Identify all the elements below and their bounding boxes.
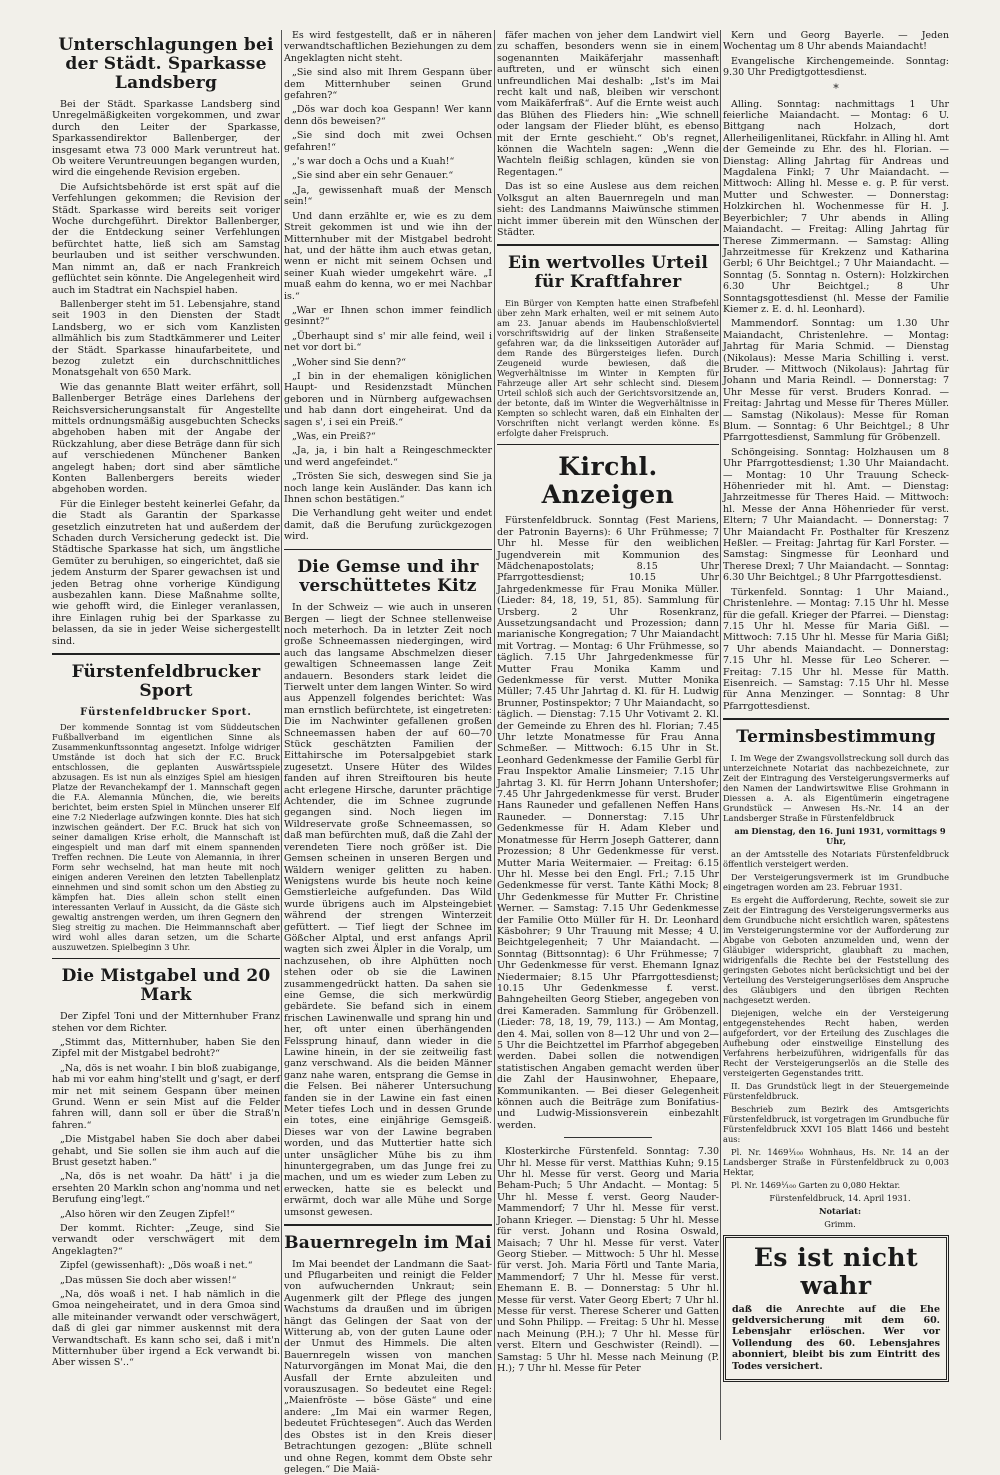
column-rule <box>720 30 721 1440</box>
paragraph: „Das müssen Sie doch aber wissen!“ <box>60 1274 237 1286</box>
paragraph: Diejenigen, welche ein der Versteigerung entgegenstehendes Recht haben, werden aufgefordert, vor der Erteilung des Zuschlages die Aufhebung oder einstweilige Einstellung des Verfahrens herbeizuführen, widrigenfalls für das Recht der Versteigerungserlös an die Stelle des versteigerten Gegenstandes tritt. <box>723 1007 949 1078</box>
paragraph: Grimm. <box>824 1218 856 1229</box>
paragraph: „I bin in der ehemaligen königlichen Haupt- und Residenzstadt München geboren und in Nürnberg aufgewachsen und hab dann dort eingeheirat. Und da sagen s', i sei ein Preiß.“ <box>284 370 492 428</box>
article-mistgabel <box>52 967 280 1369</box>
paragraph: Schöngeising. Sonntag: Holzhausen um 8 Uhr Pfarrgottesdienst; 1.30 Uhr Maiandacht. — Montag: 10 Uhr Trauung Scheck-Höhenrieder mit hl. Amt. — Dienstag: Jahrzeitmesse für Theres Haid. — Mittwoch: hl. Messe der Anna Höhenrieder für verst. Eltern; 7 Uhr Maiandacht. — Donnerstag: 7 Uhr Maiandacht Fr. Posthalter für Kreszenz Heßler. — Freitag: Jahrtag für Karl Forster. — Samstag: Singmesse für Leonhard und Therese Drexl; 7 Uhr Maiandacht. — Sonntag: 6.30 Uhr Beichtgel.; 8 Uhr Pfarrgottesdienst. <box>723 446 949 584</box>
headline: Kirchl. Anzeigen <box>541 452 675 510</box>
paragraph: „Sie sind aber ein sehr Genauer.“ <box>292 170 454 182</box>
paragraph: Der Zipfel Toni und der Mitternhuber Franz stehen vor dem Richter. <box>52 1011 280 1034</box>
article-sport <box>52 663 280 952</box>
paragraph: Die Aufsichtsbehörde ist erst spät auf die Verfehlungen gekommen; die Revision der Städt. Sparkasse wird bereits seit voriger Woche durchgeführt. Direktor Ballenberger, der die Entdeckung seiner Verfehlungen befürchtet hatte, ließ sich am Samstag beurlauben und ist seither verschwunden. Man nimmt an, daß er nach Frankreich geflüchtet sein könnte. Die Angelegenheit wird auch im Stadtrat ein Nachspiel haben. <box>52 181 280 296</box>
divider <box>564 1137 653 1138</box>
headline: Bauernregeln im Mai <box>284 1232 492 1253</box>
divider <box>497 244 719 246</box>
paragraph: „'s war doch a Ochs und a Kuah!“ <box>292 156 455 168</box>
article-mistgabel-cont <box>284 30 492 543</box>
paragraph: daß die Anrechte auf die Ehe geldversicherung mit dem 60. Lebensjahr erlöschen. Wer vor Vollendung des 60. Lebensjahres abonniert, bleibt bis zum Eintritt des Todes versichert. <box>732 1303 940 1372</box>
paragraph: Zipfel (gewissenhaft): „Dös woaß i net.“ <box>60 1260 253 1272</box>
headline: Terminsbestimmung <box>736 726 936 747</box>
paragraph: „War er Ihnen schon immer feindlich gesinnt?“ <box>284 304 492 328</box>
paragraph: Fürstenfeldbruck, 14. April 1931. <box>769 1192 911 1203</box>
paragraph: „Stimmt das, Mitternhuber, haben Sie den Zipfel mit der Mistgabel bedroht?“ <box>52 1036 280 1060</box>
headline: Es ist nicht wahr <box>753 1242 919 1300</box>
column-3 <box>497 30 719 1440</box>
paragraph: Der kommende Sonntag ist vom Süddeutschen Fußballverband im eigentlichen Sinne als Zusammenkunftssonntag angesetzt. Infolge widriger Umstände ist doch hat sich der F.C. Bruck entschlossen, die geplanten Auswärtsspiele abzusagen. Es ist nun als einziges Spiel am hiesigen Platze der Revanchekampf der 1. Mannschaft gegen die F.A. Alemannia München, die, wie bereits berichtet, beim ersten Spiel in München unserer Elf eine 7:2 Niederlage aufzwingen konnte. Dies hat sich inzwischen geändert. Der F.C. Bruck hat sich von seiner damaligen Krise erholt, die Mannschaft ist eingespielt und man darf mit einem spannenden Treffen rechnen. Die Leute von Alemannia, in ihrer Form sehr wechselnd, hat man heute mit noch einigen anderen Vereinen den letzten Tabellenplatz einnehmen und sind somit schon um den Abstieg zu kämpfen hat. Dies allein schon stellt einen interessanten Verlauf in Aussicht, da die Gäste sich gewaltig anstrengen werden, um ihren Gegnern den Sieg streitig zu machen. Die Heimmannschaft aber wird wohl alles daran setzen, um die Scharte auszuwetzen. Spielbeginn 3 Uhr. <box>52 721 280 952</box>
paragraph: Ein Bürger von Kempten hatte einen Strafbefehl über zehn Mark erhalten, weil er mit seinem Auto am 23. Januar abends im Haubenschloßviertel vorschriftswidrig auf der linken Straßenseite gefahren war, da die linksseitigen Autoräder auf dem Rande des Bürgersteiges liefen. Durch Zeugeneid wurde bewiesen, daß die Wegverhältnisse im Winter in Kempten für Fahrzeuge aller Art sehr schlecht sind. Diesem Urteil schloß sich auch der Gerichtsvorsitzende an, der betonte, daß im Winter die Wegverhältnisse in Kempten so schlecht waren, daß ein Einhalten der Vorschriften nicht verlangt werden könne. Es erfolgte daher Freispruch. <box>497 297 719 438</box>
article-bauernregeln <box>284 1234 492 1475</box>
article-kirchl-anzeigen <box>497 453 719 1374</box>
column-rule <box>494 30 495 1440</box>
paragraph: „Na, dös woaß i net. I hab nämlich in die Gmoa neingeheiratet, und in dera Gmoa sind alle miteinander verwandt oder verschwägert, daß di glei gar nimmer auskennst mit dera Verwandtschaft. Es kann scho sei, daß i mit'n Mitternhuber über irgend a Eck verwandt bi. Aber wissen S'..“ <box>52 1289 280 1369</box>
paragraph: Es wird festgestellt, daß er in näheren verwandtschaftlichen Beziehungen zu dem Angeklagten nicht steht. <box>284 30 492 64</box>
paragraph: „Woher sind Sie denn?“ <box>292 356 406 368</box>
paragraph: Der kommt. Richter: „Zeuge, sind Sie verwandt oder verschwägert mit dem Angeklagten?“ <box>52 1223 280 1257</box>
paragraph: Fürstenfeldbruck. Sonntag (Fest Mariens, der Patronin Bayerns): 6 Uhr Frühmesse; 7 Uhr hl. Messe für den weiblichen Jugendverein mit Kommunion des Mädchenapostolats; 8.15 Uhr Pfarrgottesdienst; 10.15 Uhr Jahrgedenkmesse für Frau Monika Müller. (Lieder: 84, 18, 19, 51, 85). Sammlung für Ursberg. 2 Uhr Rosenkranz, Aussetzungsandacht und Prozession; dann marianische Kongregation; 7 Uhr Maiandacht mit Vortrag. — Montag: 6 Uhr Frühmesse, so täglich. 7.15 Uhr Jahrgedenkmesse für Mutter Frau Monika Kamm und Gedenkmesse für verst. Mutter Monika Müller; 7.45 Uhr Jahrtag d. Kl. für H. Ludwig Brunner, Postinspektor; 7 Uhr Maiandacht, so täglich. — Dienstag: 7.15 Uhr Votivamt 2. Kl. der Gemeinde zu Ehren des hl. Florian; 7.45 Uhr letzte Monatmesse für Frau Anna Schmeßer. — Mittwoch: 6.15 Uhr in St. Leonhard Gedenkmesse der Familie Gerbl für Frau Inspektor Amalie Linsmeier; 7.15 Uhr Jahrtag 3. Kl. für Herrn Johann Untershofer; 7.45 Uhr Jahrgedenkmesse für verst. Bruder Hans Rauneder und gefallenen Neffen Hans Rauneder. — Donnerstag: 7.15 Uhr Gedenkmesse für H. Adam Kleber und Monatmesse für Herrn Joseph Gatterer, dann Prozession; 8 Uhr Gedenkmesse für verst. Mutter Maria Weitermaier. — Freitag: 6.15 Uhr hl. Messe bei den Engl. Frl.; 7.15 Uhr Gedenkmesse für verst. Tante Käthi Mock; 8 Uhr Gedenkmesse für Mutter Fr. Christine Werner. — Samstag: 7.15 Uhr Gedenkmesse der Familie Otto Müller für H. Dr. Leonhard Käsbohrer; 9 Uhr Trauung mit Messe; 4 U. Beichtgelegenheit; 7 Uhr Maiandacht. — Sonntag (Bittsonntag): 6 Uhr Frühmesse; 7 Uhr Gedenkmesse für verst. Ehemann Ignaz Niedermaier; 8.15 Uhr Pfarrgottesdienst; 10.15 Uhr Gedenkmesse f. verst. Bahngeheilten Georg Stieber, angegeben von drei Kameraden. Sammlung für Gröbenzell. (Lieder: 78, 18, 19, 79, 113.) — Am Montag, den 4. Mai, sollen von 8—12 Uhr und von 2—5 Uhr die Beichtzettel im Pfarrhof abgegeben werden. Dabei sollen die notwendigen statistischen Angaben gemacht werden über die Zahl der Hausinwohner, Ehepaare, Kommunikanten. — Bei dieser Gelegenheit können auch die Beiträge zum Bonifatius- und Ludwig-Missionsverein einbezahlt werden. <box>497 515 719 1131</box>
article-kraftfahrer <box>497 254 719 438</box>
paragraph: Pl. Nr. 1469¹⁄₁₀₀ Wohnhaus, Hs. Nr. 14 an der Landsberger Straße in Fürstenfeldbruck zu 0,003 Hektar, <box>723 1146 949 1177</box>
paragraph: Bei der Städt. Sparkasse Landsberg sind Unregelmäßigkeiten vorgekommen, und zwar durch den Leiter der Sparkasse, Sparkassendirektor Ballenberger, der insgesamt etwa 73 000 Mark veruntreut hat. Ob weitere Veruntreuungen begangen wurden, wird die eingehende Revision ergeben. <box>52 99 280 179</box>
paragraph: Im Mai beendet der Landmann die Saat- und Pflugarbeiten und reinigt die Felder von aufwuchernden Unkraut; sein Augenmerk gilt der Pflege des jungen Wachstums da draußen und im übrigen hängt das Gelingen der Saat von der Witterung ab, von der guten Laune oder der Unmut des Himmels. Die alten Bauernregeln wissen von manchen Naturvorgängen im Monat Mai, die den Ausfall der Ernte abzuleiten und vorauszusagen. So bedeutet eine Regel: „Maienfröste — böse Gäste“ und eine andere: „Im Mai ein warmer Regen, bedeutet Früchtesegen“. Auch das Werden des Obstes ist in den Kreis dieser Betrachtungen gezogen: „Blüte schnell und ohne Regen, kommt dem Obste sehr gelegen.“ Die Maiä- <box>284 1258 492 1475</box>
star-ornament: * <box>833 81 839 95</box>
paragraph: Die Verhandlung geht weiter und endet damit, daß die Berufung zurückgezogen wird. <box>284 508 492 543</box>
paragraph: an der Amtsstelle des Notariats Fürstenfeldbruck öffentlich versteigert werden. <box>723 848 949 869</box>
paragraph: „Ja, gewissenhaft muaß der Mensch sein!“ <box>284 184 492 208</box>
headline: Unterschlagungen bei der Städt. Sparkasse Landsberg <box>58 35 274 93</box>
paragraph: „Also hören wir den Zeugen Zipfel!“ <box>60 1208 235 1220</box>
divider <box>52 653 280 655</box>
paragraph: „Dös war doch koa Gespann! Wer kann denn dös beweisen?“ <box>284 104 492 127</box>
paragraph: fäfer machen von jeher dem Landwirt viel zu schaffen, besonders wenn sie in einem sogenannten Maikäferjahr massenhaft auftreten, und er wünscht sich einen unfreundlichen Mai deshalb: „Ist's im Mai recht kalt und naß, bleiben wir verschont vom Maikäferfraß“. Auf die Ernte weist auch das Blühen des Flieders hin: „Wie schnell oder langsam der Flieder blüht, es ebenso mit der Ernte geschieht.“ Ob's regnet, können die Wachteln sagen: „Wenn die Wachteln fleißig schlagen, künden sie von Regentagen.“ <box>497 30 719 178</box>
paragraph: Alling. Sonntag: nachmittags 1 Uhr feierliche Maiandacht. — Montag: 6 U. Bittgang nach Holzach, dort Allerheiligenlitanei, Rückfahr. in Alling hl. Amt der Gemeinde zu Ehr. des hl. Florian. — Dienstag: Alling Jahrtag für Andreas und Magdalena Finkl; 7 Uhr Maiandacht. — Mittwoch: Alling hl. Messe e. g. P. für verst. Mutter und Schwester. — Donnerstag: Holzkirchen hl. Wochenmesse für H. J. Beyerbichler; 7 Uhr abends in Alling Maiandacht. — Freitag: Alling Jahrtag für Therese Zimmermann. — Samstag: Alling Jahrzeitmesse für Krekzenz und Katharina Gerbl; 6 Uhr Beichtgel.; 7 Uhr Maiandacht. — Sonntag (5. Sonntag n. Ostern): Holzkirchen 6.30 Uhr Beichtgel.; 8 Uhr Sonntagsgottesdienst (hl. Messe der Familie Kiemer z. E. d. hl. Leonhard). <box>723 98 949 315</box>
paragraph: Notariat: <box>818 1205 862 1216</box>
article-kirchl-cont <box>723 30 949 712</box>
paragraph: Der Versteigerungsvermerk ist im Grundbuche eingetragen worden am 23. Februar 1931. <box>723 871 949 892</box>
article-terminsbestimmung <box>723 728 949 1229</box>
headline: Ein wertvolles Urteil für Kraftfahrer <box>508 252 708 292</box>
paragraph: Kern und Georg Bayerle. — Jeden Wochentag um 8 Uhr abends Maiandacht! <box>723 30 949 53</box>
paragraph: Und dann erzählte er, wie es zu dem Streit gekommen ist und wie ihn der Mitternhuber mit der Mistgabel bedroht hat, und der hätte ihm auch etwas getan, wenn er nicht mit seinem Ochsen und seiner Kuah wieder umgekehrt wäre. „I muaß eahm do kenna, wo er mei Nachbar is.“ <box>284 210 492 302</box>
paragraph: Beschrieb zum Bezirk des Amtsgerichts Fürstenfeldbruck, ist vorgetragen im Grundbuche für Fürstenfeldbruck XXVI 105 Blatt 1466 und besteht aus: <box>723 1103 949 1144</box>
paragraph: „Trösten Sie sich, deswegen sind Sie ja noch lange kein Ausländer. Das kann ich Ihnen schon bestätigen.“ <box>284 471 492 506</box>
headline: Die Gemse und ihr verschüttetes Kitz <box>297 557 479 597</box>
paragraph: Türkenfeld. Sonntag: 1 Uhr Maiand., Christenlehre. — Montag: 7.15 Uhr hl. Messe für die gefall. Krieger der Pfarrei. — Dienstag: 7.15 Uhr hl. Messe für Maria Gißl. — Mittwoch: 7.15 Uhr hl. Messe für Maria Gißl; 7 Uhr abends Maiandacht. — Donnerstag: 7.15 Uhr hl. Messe für Leo Scherer. — Freitag: 7.15 Uhr hl. Messe für Matth. Eisenreich. — Samstag: 7.15 Uhr hl. Messe für Anna Menzinger. — Sonntag: 8 Uhr Pfarrgottesdienst. <box>723 586 949 712</box>
advertisement-box <box>723 1235 949 1382</box>
paragraph: Klosterkirche Fürstenfeld. Sonntag: 7.30 Uhr hl. Messe für verst. Matthias Kuhn; 9.15 Uhr hl. Messe für verst. Georg und Maria Beham-Puch; 5 Uhr Andacht. — Montag: 5 Uhr hl. Messe f. verst. Georg Nauder-Mammendorf; 7 Uhr hl. Messe für verst. Johann Krieger. — Dienstag: 5 Uhr hl. Messe für verst. Johann und Rosina Oswald, Maisach; 7 Uhr hl. Messe für verst. Vater Georg Stieber. — Mittwoch: 5 Uhr hl. Messe für verst. Joh. Maria Förtl und Tante Maria, Mammendorf; 7 Uhr hl. Messe für verst. Ehemann E. B. — Donnerstag: 5 Uhr hl. Messe für verst. Vater Georg Ebert; 7 Uhr hl. Messe für verst. Therese Scherer und Gatten und Sohn Philipp. — Freitag: 5 Uhr hl. Messe nach Meinung (P.H.); 7 Uhr hl. Messe für verst. Eltern und Geschwister (Reindl). — Samstag: 5 Uhr hl. Messe nach Meinung (P. H.); 7 Uhr hl. Messe für Peter <box>497 1146 719 1374</box>
subheadline: Fürstenfeldbrucker Sport. <box>80 706 252 718</box>
paragraph: „Ja, ja, i bin halt a Reingeschmeckter und werd angefeindet.“ <box>284 445 492 468</box>
paragraph: Für die Einleger besteht keinerlei Gefahr, da die Stadt als Garantin der Sparkasse gesetzlich einzutreten hat und außerdem der Schaden durch Versicherung gedeckt ist. Die Städtische Sparkasse hat sich, um ängstliche Gemüter zu beruhigen, so eingerichtet, daß sie jedem Ansturm der Sparer gewachsen ist und jeden Betrag ohne vorherige Kündigung ausbezahlen kann. Diese Maßnahme sollte, wie gehofft wird, die Einleger veranlassen, ihre Einlagen ruhig bei der Sparkasse zu belassen, da sie in jeder Weise sichergestellt sind. <box>52 498 280 647</box>
divider <box>723 718 949 720</box>
divider <box>497 444 719 446</box>
divider <box>284 1224 492 1226</box>
paragraph: „Na, dös is net woahr. I bin bloß zuabigange, hab mi vor eahm hing'stellt und g'sagt, er derf mir net mit seinem Gespann über meinen Grund. Wenn er sein Mist auf die Felder fahren will, dann soll er über die Straß'n fahren.“ <box>52 1062 280 1131</box>
paragraph: „Sie sind also mit Ihrem Gespann über dem Mitternhuber seinen Grund gefahren?“ <box>284 67 492 102</box>
paragraph: Mammendorf. Sonntag: um 1.30 Uhr Maiandacht, Christenlehre. — Montag: Jahrtag für Maria Schmid. — Dienstag (Nikolaus): Messe Maria Schilling i. verst. Bruder. — Mittwoch (Nikolaus): Jahrtag für Johann und Maria Reindl. — Donnerstag: 7 Uhr Messe für verst. Bruders Konrad. — Freitag: Jahrtag und Messe für Theres Müller. — Samstag (Nikolaus): Messe für Roman Blum. — Sonntag: 6 Uhr Beichtgel.; 8 Uhr Pfarrgottesdienst, Sammlung für Gröbenzell. <box>723 318 949 444</box>
paragraph: „Sie sind doch mit zwei Ochsen gefahren!“ <box>284 130 492 153</box>
divider <box>52 958 280 960</box>
headline: Fürstenfeldbrucker Sport <box>71 661 261 701</box>
column-4 <box>723 30 949 1440</box>
article-bauernregeln-cont <box>497 30 719 238</box>
paragraph: Es ergeht die Aufforderung, Rechte, soweit sie zur Zeit der Eintragung des Versteigerungsvermerks aus dem Grundbuche nicht ersichtlich waren, spätestens im Versteigerungstermine vor der Aufforderung zur Abgabe von Geboten anzumelden und, wenn der Gläubiger widerspricht, glaubhaft zu machen, widrigenfalls die Rechte bei der Feststellung des geringsten Gebotes nicht berücksichtigt und bei der Verteilung des Versteigerungserlöses dem Anspruche des Gläubigers und den übrigen Rechten nachgesetzt werden. <box>723 894 949 1005</box>
divider <box>284 549 492 551</box>
paragraph: Ballenberger steht im 51. Lebensjahre, stand seit 1903 in den Diensten der Stadt Landsberg, wo er sich vom Kanzlisten allmählich bis zum Stadtkämmerer und Leiter der Städt. Sparkasse hinaufarbeitete, und bezog zuletzt ein durchschnittliches Monatsgehalt von 650 Mark. <box>52 298 280 379</box>
paragraph: I. Im Wege der Zwangsvollstreckung soll durch das unterzeichnete Notariat das nachbezeichnete, zur Zeit der Eintragung des Versteigerungsvermerks auf den Namen der Landwirtswitwe Elise Grohmann in Diessen a. A. als Eigentümerin eingetragene Grundstück — Anwesen Hs.-Nr. 14 an der Landsberger Straße in Fürstenfeldbruck <box>723 752 949 823</box>
paragraph: Pl. Nr. 1469¹⁄₁₀₀ Garten zu 0,080 Hektar. <box>731 1179 901 1190</box>
column-rule <box>281 30 282 1440</box>
paragraph: Evangelische Kirchengemeinde. Sonntag: 9.30 Uhr Predigtgottesdienst. <box>723 55 949 79</box>
article-sparkasse <box>52 36 280 647</box>
paragraph: II. Das Grundstück liegt in der Steuergemeinde Fürstenfeldbruck. <box>723 1080 949 1101</box>
paragraph: „Überhaupt sind s' mir alle feind, weil i net vor dort bi.“ <box>284 330 492 354</box>
paragraph: „Die Mistgabel haben Sie doch aber dabei gehabt, und Sie sollen sie ihm auch auf die Brust gesetzt haben.“ <box>52 1134 280 1168</box>
paragraph: „Na, dös is net woahr. Da hätt' i ja die ersehten 20 Markln schon ang'nomma und net Berufung eing'legt.“ <box>52 1171 280 1206</box>
headline: Die Mistgabel und 20 Mark <box>61 966 271 1006</box>
paragraph: „Was, ein Preiß?“ <box>292 431 376 442</box>
paragraph: Das ist so eine Auslese aus dem reichen Volksgut an alten Bauernregeln und man sieht: des Landmanns Maiwünsche stimmen nicht immer überein mit den Wünschen der Städter. <box>497 181 719 238</box>
paragraph: Wie das genannte Blatt weiter erfährt, soll Ballenberger Beträge eines Darlehens der Reichsversicherungsanstalt für Angestellte mittels ordnungsmäßig ausgebuchten Schecks abgehoben haben mit der Angabe der Rückzahlung, aber diese Beträge dann für sich auf verschiedenen Münchener Banken angelegt haben; dort sind aber sämtliche Konten Ballenbergers bereits wieder abgehoben worden. <box>52 381 280 496</box>
column-1 <box>52 30 280 1440</box>
column-2 <box>284 30 492 1475</box>
paragraph: In der Schweiz — wie auch in unseren Bergen — liegt der Schnee stellenweise noch meterhoch. Da in letzter Zeit noch große Schneemassen niedergingen, wird auch das langsame Abschmelzen dieser gewaltigen Schneemassen lange Zeit andauern. Besonders stark leidet die Tierwelt unter dem langen Winter. So wird aus Appenzell folgendes berichtet: Was man ernstlich befürchtete, ist eingetreten: Die im Nachwinter gefallenen großen Schneemassen haben der auf 60—70 Stück geschätzten Familien der Eittahirsche im Potersalpgebiet stark zugesetzt. Unsere Hüter des Wildes fanden auf ihren Streiftouren bis heute acht erlegene Hirsche, darunter prächtige Achtender, die im Schnee zugrunde gegangen sind. Noch liegen im Wildreservate große Schneemassen, so daß man befürchten muß, daß die Zahl der verendeten Tiere noch größer ist. Die Gemsen scheinen in unseren Bergen und Wäldern weniger gelitten zu haben. Wenigstens wurde bis heute noch keine Gemstierleiche aufgefunden. Das Wild wurde übrigens auch im Alpsteingebiet während der strengen Winterzeit gefüttert. — Tief liegt der Schnee im Gößcher Alptal, und erst anfangs April wagten sich zwei Älpler in die Voralp, um nachzusehen, ob ihre Alphütten noch stehen oder ob sie die Lawinen zusammengedrückt hatten. Da sahen sie eine Gemse, die sich merkwürdig gebärdete. Sie befand sich in einem frischen Lawinenwalle und sprang hin und her, oft unter einen überhängenden Felssprung hinauf, dann wieder in die Lawine hinein, in der sie zeitweilig fast ganz verschwand. Als die beiden Männer ganz nahe waren, entsprang die Gemse in die Felsen. Bei näherer Untersuchung fanden sie in der Lawine ein fast einen Meter tiefes Loch und in dessen Grunde ein totes, eine einjährige Gemsgeiß. Dieses war von der Lawine begraben worden, und das Muttertier hatte sich unter unsäglicher Mühe bis zu ihm hinuntergegraben, um das Junge frei zu machen, und um es wieder zum Leben zu erwecken, hatte sie es beleckt und erwärmt, doch war alle Mühe und Sorge umsonst gewesen. <box>284 602 492 1218</box>
paragraph: am Dienstag, den 16. Juni 1931, vormittags 9 Uhr, <box>734 825 946 846</box>
article-gemse <box>284 558 492 1218</box>
